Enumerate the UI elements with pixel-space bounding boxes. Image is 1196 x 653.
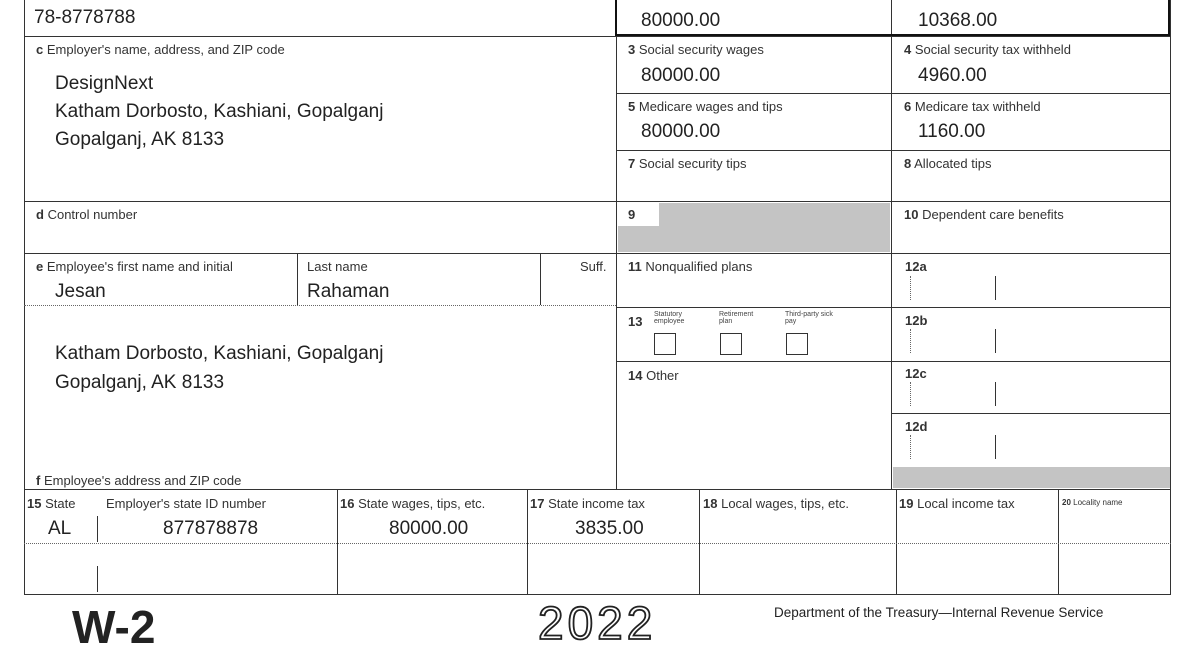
employee-first-name-label: e Employee's first name and initial [36, 259, 233, 274]
state-code: AL [48, 518, 72, 539]
box20-label: 20 Locality name [1062, 498, 1123, 507]
box9-shading [618, 226, 890, 252]
box1-value: 80000.00 [641, 10, 721, 31]
employer-ein: 78-8778788 [34, 7, 136, 28]
box18-label: 18 Local wages, tips, etc. [703, 496, 849, 511]
box4-label: 4 Social security tax withheld [904, 42, 1071, 57]
box4-value: 4960.00 [918, 65, 987, 86]
box15-label: 15 State [27, 496, 76, 511]
box8-label: 8 Allocated tips [904, 156, 992, 171]
box19-label: 19 Local income tax [899, 496, 1015, 511]
third-party-sick-pay-checkbox[interactable] [786, 333, 808, 355]
box17-label: 17 State income tax [530, 496, 645, 511]
employee-address-label: f Employee's address and ZIP code [36, 473, 242, 488]
box10-label: 10 Dependent care benefits [904, 207, 1064, 222]
tax-year: 2022 [538, 597, 657, 649]
employee-last-name: Rahaman [307, 281, 390, 302]
box12a-label: 12a [905, 259, 927, 274]
box6-label: 6 Medicare tax withheld [904, 99, 1041, 114]
box13-retirement-label: Retirement plan [719, 311, 754, 326]
control-number-label: d Control number [36, 207, 138, 222]
employer-section-label: c Employer's name, address, and ZIP code [36, 42, 285, 57]
employer-name: DesignNext [55, 73, 154, 94]
form-name: W-2 [72, 601, 156, 653]
box7-label: 7 Social security tips [628, 156, 747, 171]
box13-statutory-label: Statutory employee [654, 311, 685, 326]
employer-state-id: 877878878 [163, 518, 259, 539]
box12-shading [893, 467, 1170, 488]
box11-label: 11 Nonqualified plans [628, 259, 753, 274]
box13-label: 13 [628, 314, 643, 329]
employee-last-name-label: Last name [307, 259, 368, 274]
state-id-label: Employer's state ID number [106, 496, 266, 511]
box14-label: 14 Other [628, 368, 679, 383]
box6-value: 1160.00 [918, 121, 986, 142]
box3-label: 3 Social security wages [628, 42, 764, 57]
employee-address-line2: Gopalganj, AK 8133 [55, 372, 225, 393]
employer-address-line1: Katham Dorbosto, Kashiani, Gopalganj [55, 101, 384, 122]
state-income-tax: 3835.00 [575, 518, 644, 539]
employee-suffix-label: Suff. [580, 259, 607, 274]
employee-first-name: Jesan [55, 281, 106, 302]
box12c-label: 12c [905, 366, 927, 381]
box5-value: 80000.00 [641, 121, 721, 142]
state-wages: 80000.00 [389, 518, 469, 539]
box5-label: 5 Medicare wages and tips [628, 99, 783, 114]
retirement-plan-checkbox[interactable] [720, 333, 742, 355]
agency-line: Department of the Treasury—Internal Revenue Service [774, 605, 1104, 620]
employer-address-line2: Gopalganj, AK 8133 [55, 129, 225, 150]
employee-address-line1: Katham Dorbosto, Kashiani, Gopalganj [55, 343, 384, 364]
box3-value: 80000.00 [641, 65, 721, 86]
box12b-label: 12b [905, 313, 928, 328]
box9-label: 9 [628, 207, 636, 222]
box12d-label: 12d [905, 419, 928, 434]
statutory-employee-checkbox[interactable] [654, 333, 676, 355]
box2-value: 10368.00 [918, 10, 998, 31]
box16-label: 16 State wages, tips, etc. [340, 496, 486, 511]
box13-thirdparty-label: Third-party sick pay [785, 311, 833, 326]
